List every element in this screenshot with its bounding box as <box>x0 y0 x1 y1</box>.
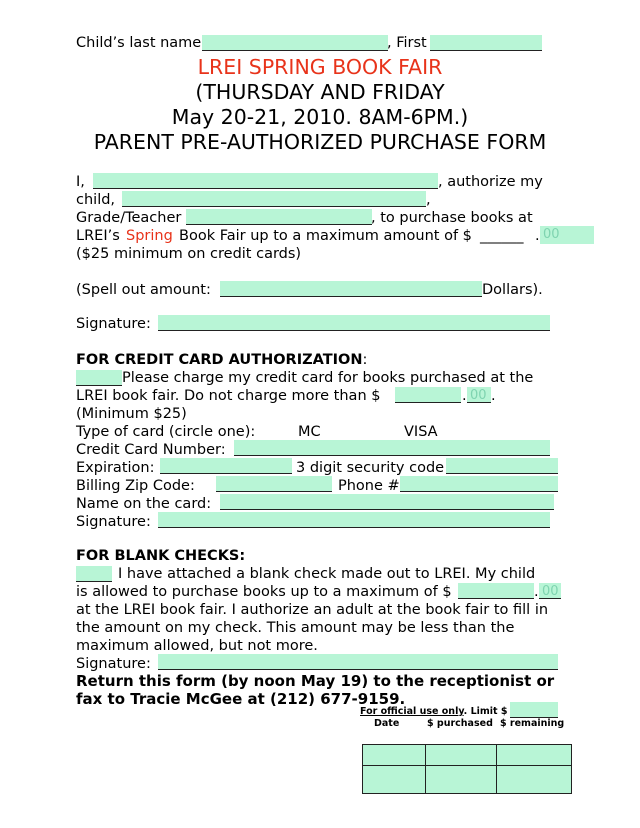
event-dates: May 20-21, 2010. 8AM-6PM.) <box>171 105 469 129</box>
credit-line-2: LREI book fair. Do not charge more than $ <box>76 388 381 404</box>
child-last-name-field[interactable] <box>202 35 388 51</box>
form-title: PARENT PRE-AUTHORIZED PURCHASE FORM <box>93 130 547 154</box>
child-first-name-label: , First <box>387 35 427 51</box>
child-name-field[interactable] <box>122 191 426 207</box>
checks-line-2: is allowed to purchase books up to a maximum of $ <box>76 584 452 600</box>
decimal-point: . <box>535 228 540 244</box>
blank-check-field[interactable] <box>76 566 112 582</box>
phone-field[interactable] <box>400 476 558 492</box>
zip-field[interactable] <box>216 476 332 492</box>
credit-cents-field[interactable] <box>467 387 491 403</box>
expiration-field[interactable] <box>160 458 292 474</box>
official-use-label: For official use only. Limit $ <box>360 706 508 717</box>
child-comma: , <box>426 192 431 208</box>
spell-amount-label: (Spell out amount: <box>76 282 211 298</box>
parent-name-field[interactable] <box>93 173 438 189</box>
table-row-divider <box>363 765 571 766</box>
table-divider <box>496 745 497 793</box>
credit-max-field[interactable] <box>395 387 461 403</box>
cents-text: 00 <box>543 227 560 242</box>
checks-line-3: at the LREI book fair. I authorize an adult at the book fair to fill in <box>76 602 549 618</box>
card-type-label: Type of card (circle one): <box>76 424 256 440</box>
signature-field[interactable] <box>158 315 550 331</box>
security-code-label: 3 digit security code <box>296 460 445 476</box>
expiration-label: Expiration: <box>76 460 155 476</box>
col-purchased: $ purchased <box>427 718 493 729</box>
event-days: (THURSDAY AND FRIDAY <box>195 80 445 104</box>
return-instructions-2: fax to Tracie McGee at (212) 677-9159. <box>76 690 406 708</box>
credit-line-1: Please charge my credit card for books purchased at the <box>122 370 534 386</box>
lrei-text: LREI’s <box>76 228 120 244</box>
zip-label: Billing Zip Code: <box>76 478 195 494</box>
checks-cents-text: 00 <box>542 584 559 599</box>
credit-period: . <box>491 388 496 404</box>
checks-max-field[interactable] <box>458 583 534 599</box>
max-amount-blank[interactable]: ______ <box>480 228 524 244</box>
grade-teacher-field[interactable] <box>186 209 372 225</box>
card-number-label: Credit Card Number: <box>76 442 226 458</box>
card-type-visa[interactable]: VISA <box>404 424 438 440</box>
checks-line-1: I have attached a blank check made out to LREI. My child <box>118 566 536 582</box>
spell-amount-field[interactable] <box>220 281 482 297</box>
col-date: Date <box>374 718 400 729</box>
credit-card-heading: FOR CREDIT CARD AUTHORIZATION: <box>76 352 368 368</box>
to-purchase-text: , to purchase books at <box>371 210 533 226</box>
page-title: LREI SPRING BOOK FAIR <box>197 55 443 79</box>
phone-label: Phone # <box>338 478 400 494</box>
checks-decimal: . <box>534 584 539 600</box>
minimum-note: ($25 minimum on credit cards) <box>76 246 302 262</box>
checks-cents-field[interactable] <box>539 583 561 599</box>
card-name-label: Name on the card: <box>76 496 212 512</box>
max-amount-text: Book Fair up to a maximum amount of $ <box>179 228 472 244</box>
credit-signature-label: Signature: <box>76 514 151 530</box>
credit-minimum: (Minimum $25) <box>76 406 187 422</box>
child-last-name-label: Child’s last name <box>76 35 202 51</box>
card-number-field[interactable] <box>234 440 550 456</box>
official-limit-field[interactable] <box>510 702 558 718</box>
spring-text: Spring <box>126 228 173 244</box>
card-type-mc[interactable]: MC <box>298 424 321 440</box>
official-use-table[interactable] <box>362 744 572 794</box>
dollars-label: Dollars). <box>482 282 543 298</box>
col-remaining: $ remaining <box>500 718 565 729</box>
credit-decimal: . <box>462 388 467 404</box>
table-divider <box>425 745 426 793</box>
authorize-text: , authorize my <box>438 174 543 190</box>
grade-teacher-label: Grade/Teacher <box>76 210 182 226</box>
checks-signature-label: Signature: <box>76 656 151 672</box>
credit-card-check-field[interactable] <box>76 370 122 386</box>
child-label: child, <box>76 192 116 208</box>
security-code-field[interactable] <box>446 458 558 474</box>
child-first-name-field[interactable] <box>430 35 542 51</box>
card-name-field[interactable] <box>220 494 554 510</box>
credit-cents-text: 00 <box>470 388 487 403</box>
credit-signature-field[interactable] <box>158 512 550 528</box>
return-instructions-1: Return this form (by noon May 19) to the receptionist or <box>76 672 555 690</box>
blank-checks-heading: FOR BLANK CHECKS: <box>76 548 246 564</box>
i-label: I, <box>76 174 85 190</box>
signature-label: Signature: <box>76 316 151 332</box>
checks-line-5: maximum allowed, but not more. <box>76 638 318 654</box>
checks-line-4: the amount on my check. This amount may be less than the <box>76 620 515 636</box>
checks-signature-field[interactable] <box>158 654 558 670</box>
max-amount-cents-field[interactable] <box>540 226 594 244</box>
